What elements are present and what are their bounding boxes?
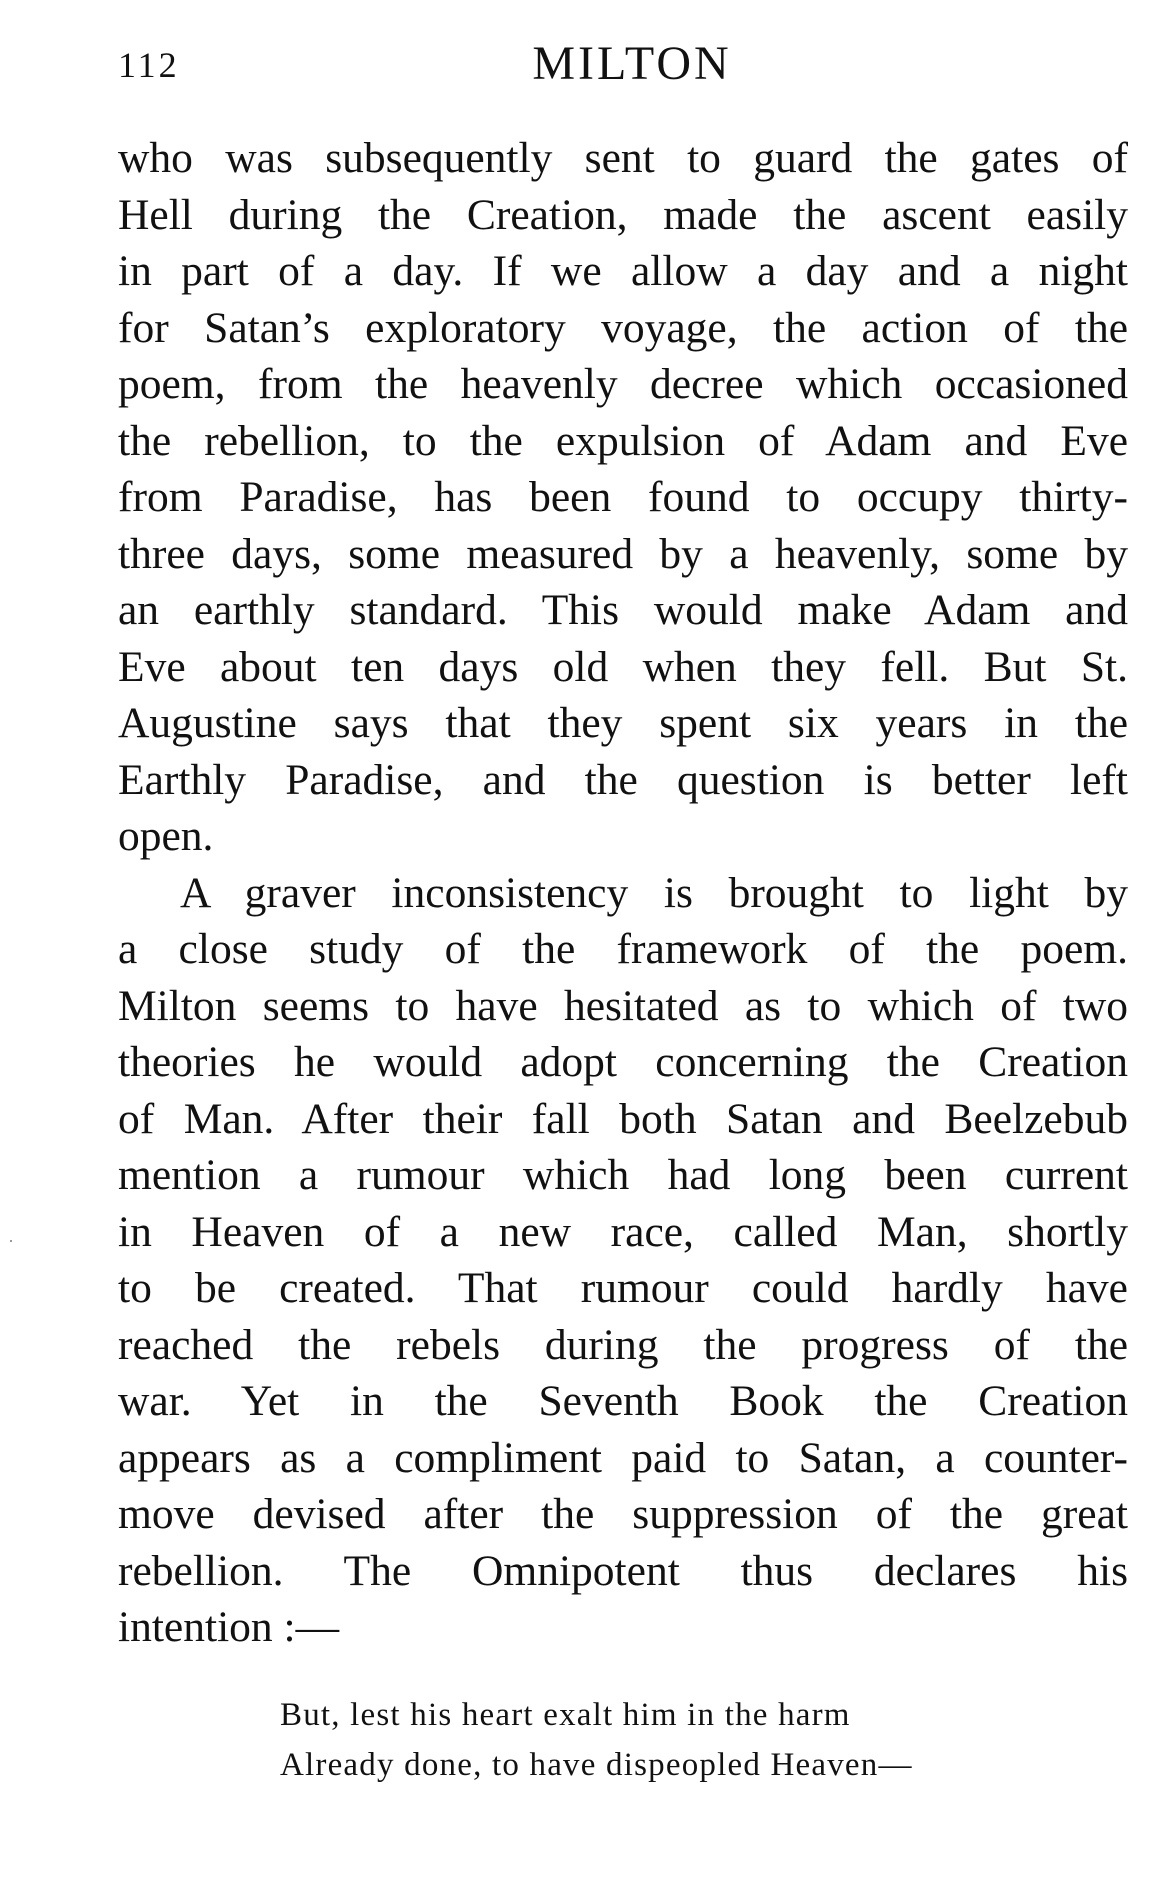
page-number: 112 — [118, 45, 180, 85]
text-line: appears as a compliment paid to Satan, a counter- — [118, 1433, 1128, 1482]
text-line: Milton seems to have hesitated as to which of two — [118, 981, 1128, 1030]
text-line: mention a rumour which had long been current — [118, 1151, 1128, 1199]
text-line: intention :— — [118, 1603, 340, 1651]
text-line: Hell during the Creation, made the ascent easily — [118, 190, 1128, 239]
text-line: of Man. After their fall both Satan and Beelzebub — [118, 1094, 1128, 1143]
text-line: to be created. That rumour could hardly have — [118, 1264, 1128, 1312]
body-text — [118, 130, 1128, 1656]
text-line: open. — [118, 812, 214, 860]
text-line: war. Yet in the Seventh Book the Creation — [118, 1377, 1128, 1425]
text-line: rebellion. The Omnipotent thus declares his — [118, 1546, 1128, 1595]
verse-line: Already done, to have dispeopled Heaven— — [280, 1747, 913, 1783]
text-line: a close study of the framework of the poem. — [118, 925, 1128, 973]
text-line: in Heaven of a new race, called Man, shortly — [118, 1207, 1128, 1256]
text-line: three days, some measured by a heavenly, some by — [118, 529, 1128, 578]
running-title: MILTON — [532, 37, 732, 90]
text-line: in part of a day. If we allow a day and a night — [118, 247, 1128, 295]
text-line: reached the rebels during the progress of the — [118, 1320, 1128, 1369]
text-line: an earthly standard. This would make Adam and — [118, 586, 1128, 634]
text-line: move devised after the suppression of the great — [118, 1490, 1128, 1538]
margin-speck — [10, 1240, 12, 1242]
text-line: from Paradise, has been found to occupy thirty- — [118, 473, 1128, 521]
text-line: Augustine says that they spent six years in the — [118, 699, 1128, 747]
verse-quotation — [280, 1690, 1040, 1790]
paragraph-start-line: A graver inconsistency is brought to light by — [180, 868, 1128, 917]
text-line: who was subsequently sent to guard the gates of — [118, 134, 1128, 182]
text-line: Earthly Paradise, and the question is better left — [118, 755, 1128, 804]
text-line: for Satan’s exploratory voyage, the action of the — [118, 303, 1128, 352]
verse-line: But, lest his heart exalt him in the harm — [280, 1697, 851, 1733]
text-line: theories he would adopt concerning the Creation — [118, 1038, 1128, 1086]
text-line: the rebellion, to the expulsion of Adam and Eve — [118, 416, 1128, 465]
page-header — [118, 36, 1128, 96]
text-line: Eve about ten days old when they fell. But St. — [118, 642, 1128, 691]
text-line: poem, from the heavenly decree which occasioned — [118, 360, 1128, 408]
